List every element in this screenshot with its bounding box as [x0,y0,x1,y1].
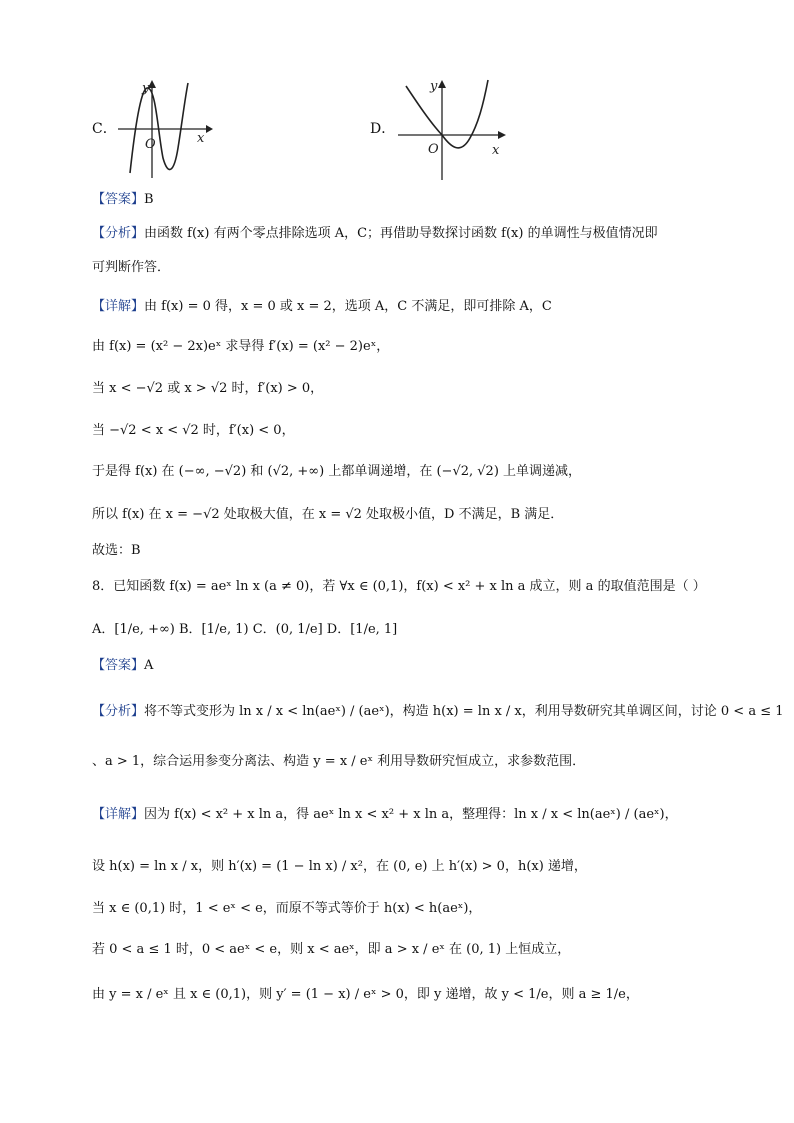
section-tag: 【详解】 [92,299,145,314]
x-label: x [492,143,500,158]
text-line [92,337,389,357]
text-line [92,752,585,772]
section-tag: 【详解】 [92,807,145,822]
line-text: 于是得 f(x) 在 (−∞, −√2) 和 (√2, +∞) 上都单调递增，在 (−√2, √2) 上单调递减， [92,464,582,479]
line-text: 所以 f(x) 在 x = −√2 处取极大值，在 x = √2 处取极小值，D 不满足，B 满足． [92,507,564,522]
text-line [92,505,563,525]
function-curve [406,80,488,148]
y-arrow [438,80,446,88]
section-tag: 【答案】 [92,658,145,673]
text-line [92,702,784,722]
text-line [92,258,170,278]
text-line [92,985,639,1005]
text-line [92,541,141,561]
line-text: 由函数 f(x) 有两个零点排除选项 A，C；再借助导数探讨函数 f(x) 的单调性与极值情况即 [144,226,658,241]
text-line [92,899,481,919]
x-arrow [206,125,213,133]
text-line [92,805,678,825]
section-tag: 【答案】 [92,192,145,207]
line-text: 当 x ∈ (0,1) 时，1 < eˣ < e，而原不等式等价于 h(x) < h(aeˣ)， [92,901,482,916]
line-text: 因为 f(x) < x² + x ln a，得 aeˣ ln x < x² + x ln a，整理得：ln x / x < ln(aeˣ) / (aeˣ)， [144,807,678,822]
text-line [92,857,587,877]
line-text: 由 f(x) = (x² − 2x)eˣ 求导得 f′(x) = (x² − 2)eˣ， [92,339,390,354]
y-label: y [430,79,438,94]
line-text: 由 f(x) = 0 得，x = 0 或 x = 2，选项 A，C 不满足，即可排除 A，C [144,299,552,314]
section-tag: 【分析】 [92,704,145,719]
option-d-graph [398,76,508,180]
origin-label: O [145,137,156,152]
line-text: 、a > 1，综合运用参变分离法、构造 y = x / eˣ 利用导数研究恒成立，求参数范围． [92,754,586,769]
text-line [92,462,581,482]
section-tag: 【分析】 [92,226,145,241]
option-c-label: C． [92,121,117,137]
text-line [92,421,295,441]
line-text: A [144,658,154,673]
text-line [92,620,397,640]
option-c-graph [118,78,213,178]
line-text: 设 h(x) = ln x / x，则 h′(x) = (1 − ln x) / x²，在 (0, e) 上 h′(x) > 0，h(x) 递增， [92,859,587,874]
line-text: A．[1/e, +∞) B．[1/e, 1) C．(0, 1/e] D．[1/e, 1] [92,622,398,637]
function-curve [130,83,188,173]
text-line [92,190,154,210]
text-line [92,297,552,317]
line-text: 当 −√2 < x < √2 时，f′(x) < 0， [92,423,295,438]
line-text: B [144,192,154,207]
y-label: y [142,81,150,96]
text-line [92,577,706,597]
line-text: 故选：B [92,543,141,558]
option-d-label: D． [370,121,396,137]
line-text: 可判断作答． [92,260,171,275]
x-arrow [498,131,506,139]
text-line [92,379,323,399]
line-text: 若 0 < a ≤ 1 时，0 < aeˣ < e，则 x < aeˣ，即 a > x / eˣ 在 (0, 1) 上恒成立， [92,942,571,957]
x-label: x [197,131,205,146]
text-line [92,940,570,960]
line-text: 8．已知函数 f(x) = aeˣ ln x (a ≠ 0)，若 ∀x ∈ (0,1)，f(x) < x² + x ln a 成立，则 a 的取值范围是（ ） [92,579,706,594]
line-text: 由 y = x / eˣ 且 x ∈ (0,1)，则 y′ = (1 − x) / eˣ > 0，即 y 递增，故 y < 1/e，则 a ≥ 1/e， [92,987,639,1002]
line-text: 当 x < −√2 或 x > √2 时，f′(x) > 0， [92,381,324,396]
text-line [92,656,153,676]
origin-label: O [428,142,439,157]
line-text: 将不等式变形为 ln x / x < ln(aeˣ) / (aeˣ)，构造 h(x) = ln x / x，利用导数研究其单调区间，讨论 0 < a ≤ 1 [144,704,784,719]
text-line [92,224,658,244]
